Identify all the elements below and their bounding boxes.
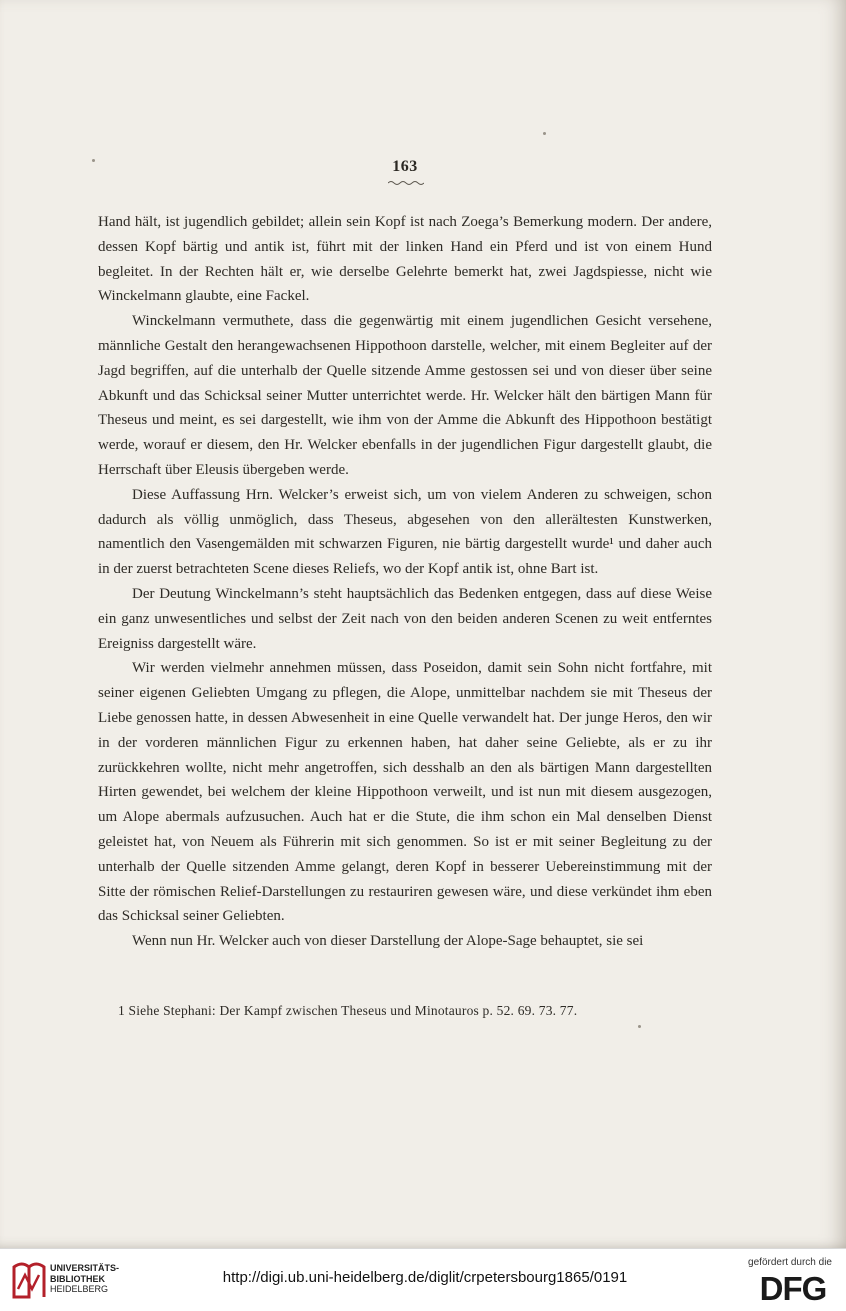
permalink-url[interactable]: http://digi.ub.uni-heidelberg.de/diglit/crpetersbourg1865/0191 <box>222 1269 628 1286</box>
funded-by-label: gefördert durch die <box>748 1257 832 1268</box>
paper-spot <box>543 132 546 135</box>
page-number: 163 <box>392 158 418 175</box>
paragraph-2: Winckelmann vermuthete, dass die gegenwärtig mit einem jugendlichen Gesicht versehene, männliche Gestalt den herangewachsenen Hippothoon darstelle, welcher, mit einem Begleiter auf der Jagd begriffen, auf die unterhalb der Quelle sitzende Amme gestossen sei und von dieser über seine Abkunft und das Schicksal seiner Mutter unterrichtet werde. Hr. Welcker hält den bärtigen Mann für Theseus und meint, es sei dargestellt, wie ihm von der Amme die Abkunft des Hippothoon bestätigt werde, worauf er diesem, den Hr. Welcker ebenfalls in der jugendlichen Figur dargestellt glaubt, die Herrschaft über Eleusis übergeben werde. <box>98 313 712 478</box>
dfg-logo-text: DFG <box>759 1271 827 1303</box>
paragraph-3: Diese Auffassung Hrn. Welcker’s erweist sich, um von vielem Anderen zu schweigen, schon dadurch als völlig unmöglich, dass Theseus, abgesehen von den allerältesten Kunstwerken, namentlich den Vasengemälden mit schwarzen Figuren, nie bärtig dargestellt wurde¹ und daher auch in der zuerst betrachteten Scene dieses Reliefs, wo der Kopf antik ist, ohne Bart ist. <box>98 486 712 578</box>
library-name-line-3: HEIDELBERG <box>50 1284 109 1294</box>
paper-spot <box>638 1025 641 1028</box>
dfg-logo-icon[interactable] <box>752 1271 834 1303</box>
paragraph-5: Wir werden vielmehr annehmen müssen, dass Poseidon, damit sein Sohn nicht fortfahre, mit seiner eigenen Geliebten Umgang zu pflegen, die Alope, unmittelbar nachdem sie mit Theseus der Liebe genossen hatte, in dessen Abwesenheit in eine Quelle verwandelt hat. Der junge Heros, den wir in der vorderen männlichen Figur zu erkennen haben, hat daher seine Geliebte, als er zu ihr zurückkehren wollte, nicht mehr angetroffen, sich desshalb an den als bärtigen Mann dargestellten Hirten gewendet, bei welchem der kleine Hippothoon verweilt, und ist nun mit diesem ausgezogen, um Alope abermals aufzusuchen. Auch hat er die Stute, die ihm schon ein Mal denselben Dienst geleistet hat, von Neuem als Führerin mit sich genommen. So ist er mit seiner Begleitung zu der unterhalb der Quelle sitzenden Amme gelangt, deren Kopf in besserer Uebereinstimmung mit der Sitte der römischen Relief-Darstellungen zu restauriren gewesen wäre, und diese verkündet ihm eben das Schicksal seiner Geliebten. <box>98 660 712 925</box>
paragraph-6: Wenn nun Hr. Welcker auch von dieser Darstellung der Alope-Sage behauptet, sie sei <box>132 933 644 950</box>
footnote: 1 Siehe Stephani: Der Kampf zwischen Theseus und Minotauros p. 52. 69. 73. 77. <box>118 1003 578 1018</box>
library-name-line-2: BIBLIOTHEK <box>50 1273 105 1284</box>
paper-spot <box>92 159 95 162</box>
library-name-line-1: UNIVERSITÄTS- <box>50 1263 120 1273</box>
viewer-footer <box>0 1248 846 1311</box>
university-library-logo-icon[interactable] <box>10 1259 48 1301</box>
library-name[interactable] <box>50 1263 170 1295</box>
paragraph-1: Hand hält, ist jugendlich gebildet; allein sein Kopf ist nach Zoega’s Bemerkung modern. Der andere, dessen Kopf bärtig und antik ist, führt mit der linken Hand ein Pferd und ist von einem Hund begleitet. In der Rechten hält er, wie derselbe Gelehrte bemerkt hat, zwei Jagdspiesse, nicht wie Winckelmann glaubte, eine Fackel. <box>98 214 712 305</box>
body-text <box>98 210 712 954</box>
paragraph-4: Der Deutung Winckelmann’s steht hauptsächlich das Bedenken entgegen, dass auf diese Weise ein ganz unwesentliches und selbst der Zeit nach von den beiden anderen Scenen zu weit entferntes Ereigniss dargestellt wäre. <box>98 585 712 652</box>
page-number-ornament <box>388 180 424 186</box>
